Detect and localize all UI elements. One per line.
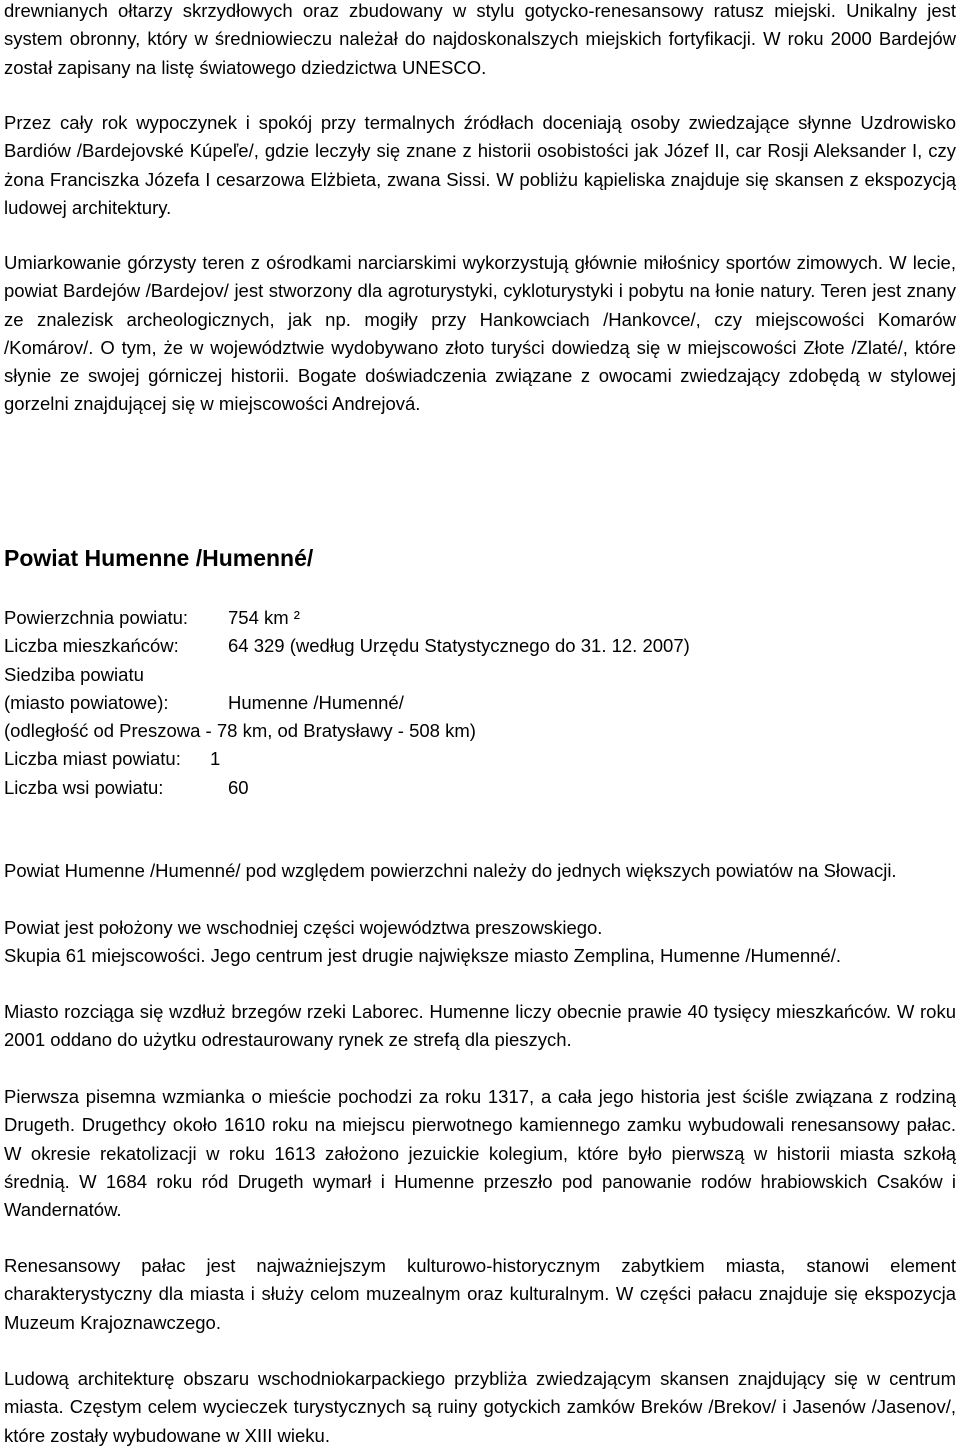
intro-paragraph-2: Przez cały rok wypoczynek i spokój przy termalnych źródłach doceniają osoby zwiedzające słynne Uzdrowisko Bardiów /Bardejovské Kúpeľe/, gdzie leczyły się znane z historii osobistości jak Józef II, car Rosji Aleksander I, czy żona Franciszka Józefa I cesarzowa Elżbieta, zwana Sissi. W pobliżu kąpieliska znajduje się skansen z ekspozycją ludowej architektury. [4,112,956,218]
fact-villages-label: Liczba wsi powiatu: [4,776,164,798]
body-paragraph-2: Powiat jest położony we wschodniej części województwa preszowskiego. [4,917,603,938]
fact-area-value: 754 km ² [228,607,300,628]
fact-area-label: Powierzchnia powiatu: [4,607,189,628]
fact-towns-label: Liczba miast powiatu: [4,748,181,770]
fact-towns-value: 1 [210,748,221,770]
fact-seat-label-1: Siedziba powiatu [4,663,144,685]
fact-population-label: Liczba mieszkańców: [4,635,179,657]
fact-villages-value: 60 [228,776,249,798]
body-paragraph-5: Pierwsza pisemna wzmianka o mieście pochodzi za roku 1317, a cała jego historia jest ściśle związana z rodziną Drugeth. Drugethcy około 1610 roku na miejscu pierwotnego kamiennego zamku wybudowali renesansowy pałac. W okresie rekatolizacji w roku 1613 założono jezuickie kolegium, które było pierwszą w historii miasta szkołą średnią. W 1684 roku ród Drugeth wymarł i Humenne przeszło pod panowanie rodów hrabiowskich Csaków i Wandernatów. [4,1086,956,1221]
body-paragraph-3: Skupia 61 miejscowości. Jego centrum jest drugie największe miasto Zemplina, Humenne /Humenné/. [4,945,841,966]
body-paragraph-4: Miasto rozciąga się wzdłuż brzegów rzeki Laborec. Humenne liczy obecnie prawie 40 tysięcy mieszkańców. W roku 2001 oddano do użytku odrestaurowany rynek ze strefą dla pieszych. [4,1001,956,1051]
body-paragraph-7: Ludową architekturę obszaru wschodniokarpackiego przybliża zwiedzającym skansen znajdujący się w centrum miasta. Częstym celem wycieczek turystycznych są ruiny gotyckich zamków Breków /Brekov/ i Jasenów /Jasenov/, które zostały wybudowane w XIII wieku. [4,1368,956,1446]
fact-seat [4,689,956,717]
fact-seat-value: Humenne /Humenné/ [228,691,404,713]
intro-paragraph-1: drewnianych ołtarzy skrzydłowych oraz zbudowany w stylu gotycko-renesansowy ratusz miejski. Unikalny jest system obronny, który w średniowieczu należał do najdoskonalszych miejskich fortyfikacji. W roku 2000 Bardejów został zapisany na listę światowego dziedzictwa UNESCO. [4,0,956,78]
fact-distance [4,717,956,745]
fact-population-value: 64 329 (według Urzędu Statystycznego do 31. 12. 2007) [228,635,690,657]
fact-distance-note: (odległość od Preszowa - 78 km, od Bratysławy - 508 km) [4,720,476,742]
fact-area [4,604,956,632]
body-paragraph-1: Powiat Humenne /Humenné/ pod względem powierzchni należy do jednych większych powiatów na Słowacji. [4,860,897,881]
fact-population [4,632,956,660]
fact-seat-heading [4,661,956,689]
fact-towns [4,745,956,773]
fact-villages [4,774,956,802]
body-paragraph-6: Renesansowy pałac jest najważniejszym kulturowo-historycznym zabytkiem miasta, stanowi element charakterystyczny dla miasta i służy celom muzealnym oraz kulturalnym. W części pałacu znajduje się ekspozycja Muzeum Krajoznawczego. [4,1255,956,1333]
intro-paragraph-3: Umiarkowanie górzysty teren z ośrodkami narciarskimi wykorzystują głównie miłośnicy sportów zimowych. W lecie, powiat Bardejów /Bardejov/ jest stworzony dla agroturystyki, cykloturystyki i pobytu na łonie natury. Teren jest znany ze znalezisk archeologicznych, jak np. mogiły przy Hankowciach /Hankovce/, czy miejscowości Komarów /Komárov/. O tym, że w województwie wydobywano złoto turyści dowiedzą się w miejscowości Złote /Zlaté/, które słynie ze swojej górniczej historii. Bogate doświadczenia związane z owocami zwiedzający zdobędą w stylowej gorzelni znajdującej się w miejscowości Andrejová. [4,252,956,415]
fact-seat-label-2: (miasto powiatowe): [4,691,169,713]
section-heading: Powiat Humenne /Humenné/ [4,545,314,571]
facts-block [4,604,956,802]
